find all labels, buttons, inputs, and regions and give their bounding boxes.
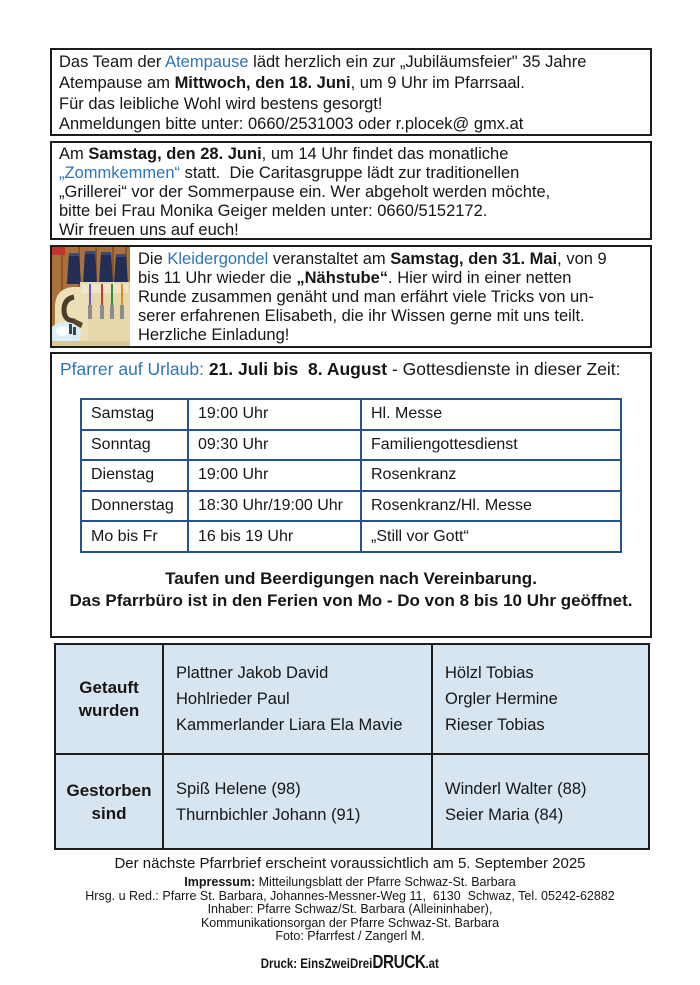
service-table-row [81, 430, 621, 461]
section-gottesdienste [50, 352, 652, 638]
record-names [432, 644, 649, 754]
records-table [54, 643, 650, 850]
footer-organ: Kommunikationsorgan der Pfarre Schwaz-St. Barbara [200, 915, 500, 930]
service-day: Samstag [81, 399, 188, 430]
text-line: „Zommkemmen“ statt. Die Caritasgruppe lädt zur traditionellen [59, 164, 520, 183]
service-notes [52, 568, 650, 611]
record-row-baptized [55, 644, 649, 754]
record-label-line: wurden [78, 701, 140, 720]
record-names [163, 644, 432, 754]
announcement-box-atempause [50, 48, 652, 136]
record-name: Thurnbichler Johann (91) [176, 805, 361, 824]
record-name: Rieser Tobias [445, 716, 545, 734]
record-row-deceased [55, 754, 649, 849]
service-name: „Still vor Gott“ [361, 521, 621, 552]
record-names [432, 754, 649, 849]
service-day: Donnerstag [81, 491, 188, 522]
service-day: Dienstag [81, 460, 188, 491]
naehstube-photo [52, 247, 130, 346]
section-title: Pfarrer auf Urlaub: 21. Juli bis 8. August - Gottesdienste in dieser Zeit: [60, 359, 621, 379]
record-label [55, 754, 163, 849]
record-label [55, 644, 163, 754]
service-name: Hl. Messe [361, 399, 621, 430]
service-table-row [81, 521, 621, 552]
text-line: Wir freuen uns auf euch! [59, 221, 239, 240]
record-name: Winderl Walter (88) [445, 779, 587, 798]
druck-text: Druck: EinsZweiDreiDRUCK.at [260, 951, 440, 972]
service-time: 09:30 Uhr [188, 430, 361, 461]
announcement-box-zommkemmen [50, 141, 652, 240]
record-name: Plattner Jakob David [176, 664, 329, 682]
record-name: Kammerlander Liara Ela Mavie [176, 716, 403, 734]
record-name: Hölzl Tobias [445, 664, 534, 682]
record-label-line: sind [91, 803, 127, 823]
text-line: Für das leibliche Wohl wird bestens gesorgt! [59, 94, 383, 113]
text-line: bis 11 Uhr wieder die „Nähstube“. Hier wird in einer netten [138, 269, 572, 288]
service-day: Sonntag [81, 430, 188, 461]
footer-foto: Foto: Pfarrfest / Zangerl M. [275, 929, 425, 944]
record-name: Spiß Helene (98) [176, 779, 301, 798]
footer-hrsg: Hrsg. u Red.: Pfarre St. Barbara, Johannes-Messner-Weg 11, 6130 Schwaz, Tel. 05242-62882 [85, 888, 615, 903]
record-names [163, 754, 432, 849]
footer-druck [0, 952, 700, 973]
text-line: Herzliche Einladung! [138, 326, 290, 345]
record-name: Seier Maria (84) [445, 805, 564, 824]
footer [0, 855, 700, 973]
text-line: Die Kleidergondel veranstaltet am Samstag, den 31. Mai, von 9 [138, 250, 607, 268]
record-label-line: Getauft [79, 678, 139, 697]
text-line: Anmeldungen bitte unter: 0660/2531003 oder r.plocek@ gmx.at [59, 115, 524, 134]
service-name: Rosenkranz [361, 460, 621, 491]
service-table-row [81, 399, 621, 430]
service-table-row [81, 491, 621, 522]
text-line: „Grillerei“ vor der Sommerpause ein. Wer abgeholt werden möchte, [59, 183, 551, 202]
notes-line: Das Pfarrbüro ist in den Ferien von Mo - Do von 8 bis 10 Uhr geöffnet. [69, 590, 633, 610]
service-time: 16 bis 19 Uhr [188, 521, 361, 552]
record-label-line: Gestorben [66, 780, 152, 800]
text-line: bitte bei Frau Monika Geiger melden unter: 0660/5152172. [59, 202, 488, 221]
footer-impressum: Impressum: Mitteilungsblatt der Pfarre Schwaz-St. Barbara [184, 875, 516, 889]
service-time: 19:00 Uhr [188, 460, 361, 491]
text-line: Atempause am Mittwoch, den 18. Juni, um 9 Uhr im Pfarrsaal. [59, 73, 525, 92]
service-table [80, 398, 622, 553]
service-time: 18:30 Uhr/19:00 Uhr [188, 491, 361, 522]
text-line: Runde zusammen genäht und man erfährt viele Tricks von un- [138, 288, 594, 307]
service-time: 19:00 Uhr [188, 399, 361, 430]
service-name: Rosenkranz/Hl. Messe [361, 491, 621, 522]
text-line: Am Samstag, den 28. Juni, um 14 Uhr findet das monatliche [59, 145, 509, 163]
announcement-box-naehstube [50, 245, 652, 348]
record-name: Hohlrieder Paul [176, 690, 290, 708]
service-name: Familiengottesdienst [361, 430, 621, 461]
service-table-row [81, 460, 621, 491]
notes-line: Taufen und Beerdigungen nach Vereinbarung. [165, 569, 537, 588]
footer-next-issue: Der nächste Pfarrbrief erscheint voraussichtlich am 5. September 2025 [114, 855, 586, 872]
footer-inhaber: Inhaber: Pfarre Schwaz/St. Barbara (Alleininhaber), [207, 902, 493, 917]
text-line: Das Team der Atempause lädt herzlich ein zur „Jubiläumsfeier" 35 Jahre [59, 53, 587, 71]
record-name: Orgler Hermine [445, 690, 558, 708]
service-day: Mo bis Fr [81, 521, 188, 552]
text-line: serer erfahrenen Elisabeth, die ihr Wissen gerne mit uns teilt. [138, 307, 585, 326]
